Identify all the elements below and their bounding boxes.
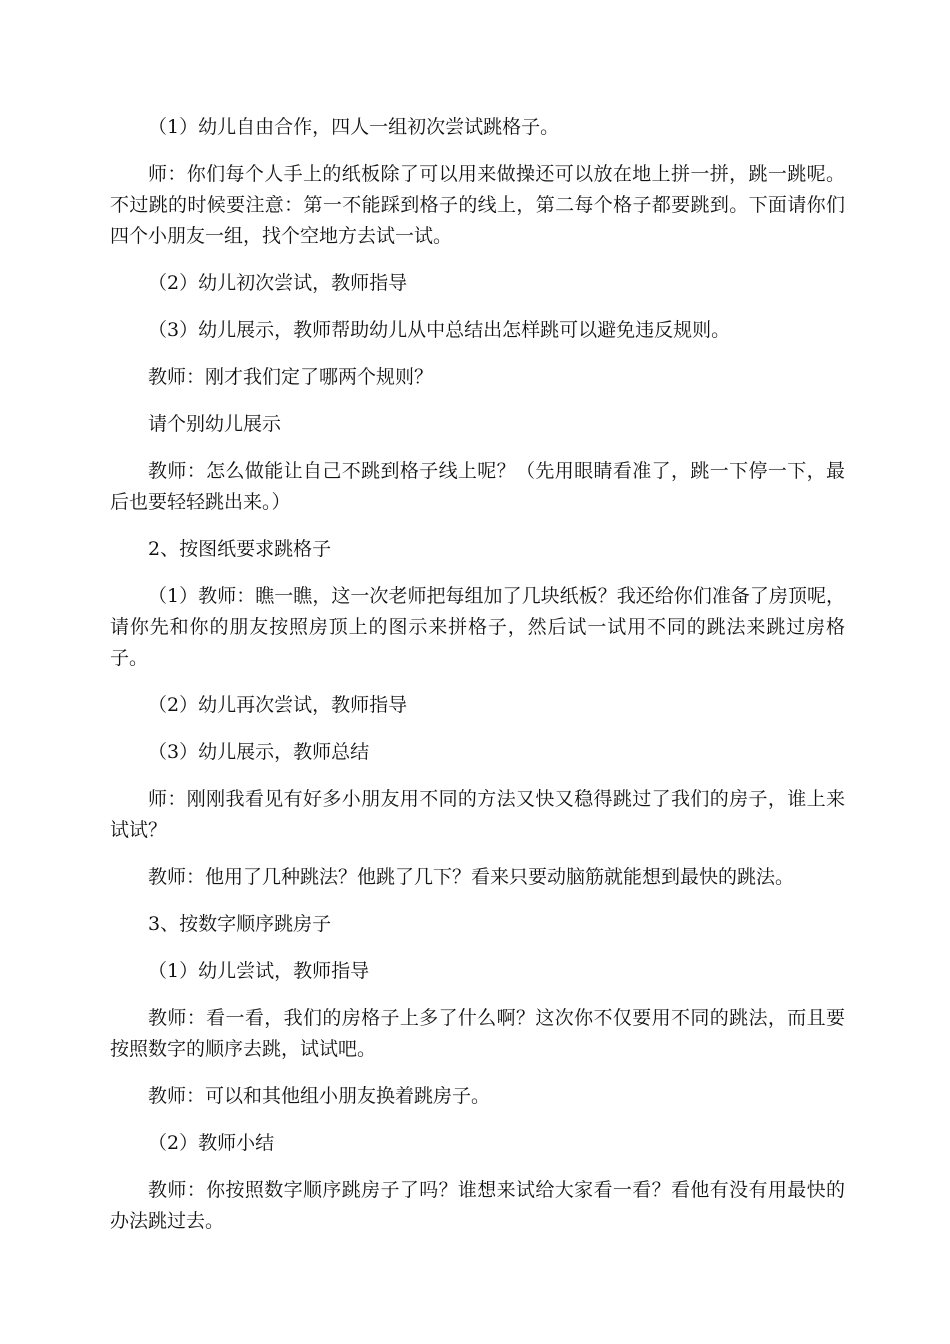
section-heading: 2、按图纸要求跳格子: [148, 538, 332, 560]
document-body: [110, 112, 845, 1253]
paragraph: 教师：你按照数字顺序跳房子了吗？谁想来试给大家看一看？看他有没有用最快的办法跳过去。: [110, 1179, 845, 1232]
paragraph: （3）幼儿展示，教师总结: [148, 741, 370, 763]
paragraph: 教师：可以和其他组小朋友换着跳房子。: [148, 1085, 491, 1107]
paragraph: 教师：怎么做能让自己不跳到格子线上呢？（先用眼睛看准了，跳一下停一下，最后也要轻轻跳出来。）: [110, 460, 845, 513]
paragraph: （1）幼儿尝试，教师指导: [148, 960, 370, 982]
paragraph: 教师：他用了几种跳法？他跳了几下？看来只要动脑筋就能想到最快的跳法。: [148, 866, 795, 888]
paragraph: 请个别幼儿展示: [148, 413, 282, 435]
paragraph: （1）教师：瞧一瞧，这一次老师把每组加了几块纸板？我还给你们准备了房顶呢，请你先和你的朋友按照房顶上的图示来拼格子，然后试一试用不同的跳法来跳过房格子。: [110, 585, 845, 669]
paragraph: （2）教师小结: [148, 1132, 275, 1154]
paragraph: （2）幼儿再次尝试，教师指导: [148, 694, 408, 716]
section-heading: 3、按数字顺序跳房子: [148, 913, 332, 935]
paragraph: （2）幼儿初次尝试，教师指导: [148, 272, 408, 294]
paragraph: 师：你们每个人手上的纸板除了可以用来做操还可以放在地上拼一拼，跳一跳呢。不过跳的时候要注意：第一不能踩到格子的线上，第二每个格子都要跳到。下面请你们四个小朋友一组，找个空地方去试一试。: [110, 163, 845, 247]
paragraph: 师：刚刚我看见有好多小朋友用不同的方法又快又稳得跳过了我们的房子，谁上来试试？: [110, 788, 845, 841]
paragraph: 教师：刚才我们定了哪两个规则？: [148, 366, 434, 388]
paragraph: （3）幼儿展示，教师帮助幼儿从中总结出怎样跳可以避免违反规则。: [148, 319, 731, 341]
paragraph: 教师：看一看，我们的房格子上多了什么啊？这次你不仅要用不同的跳法，而且要按照数字的顺序去跳，试试吧。: [110, 1007, 845, 1060]
paragraph: （1）幼儿自由合作，四人一组初次尝试跳格子。: [148, 116, 560, 138]
